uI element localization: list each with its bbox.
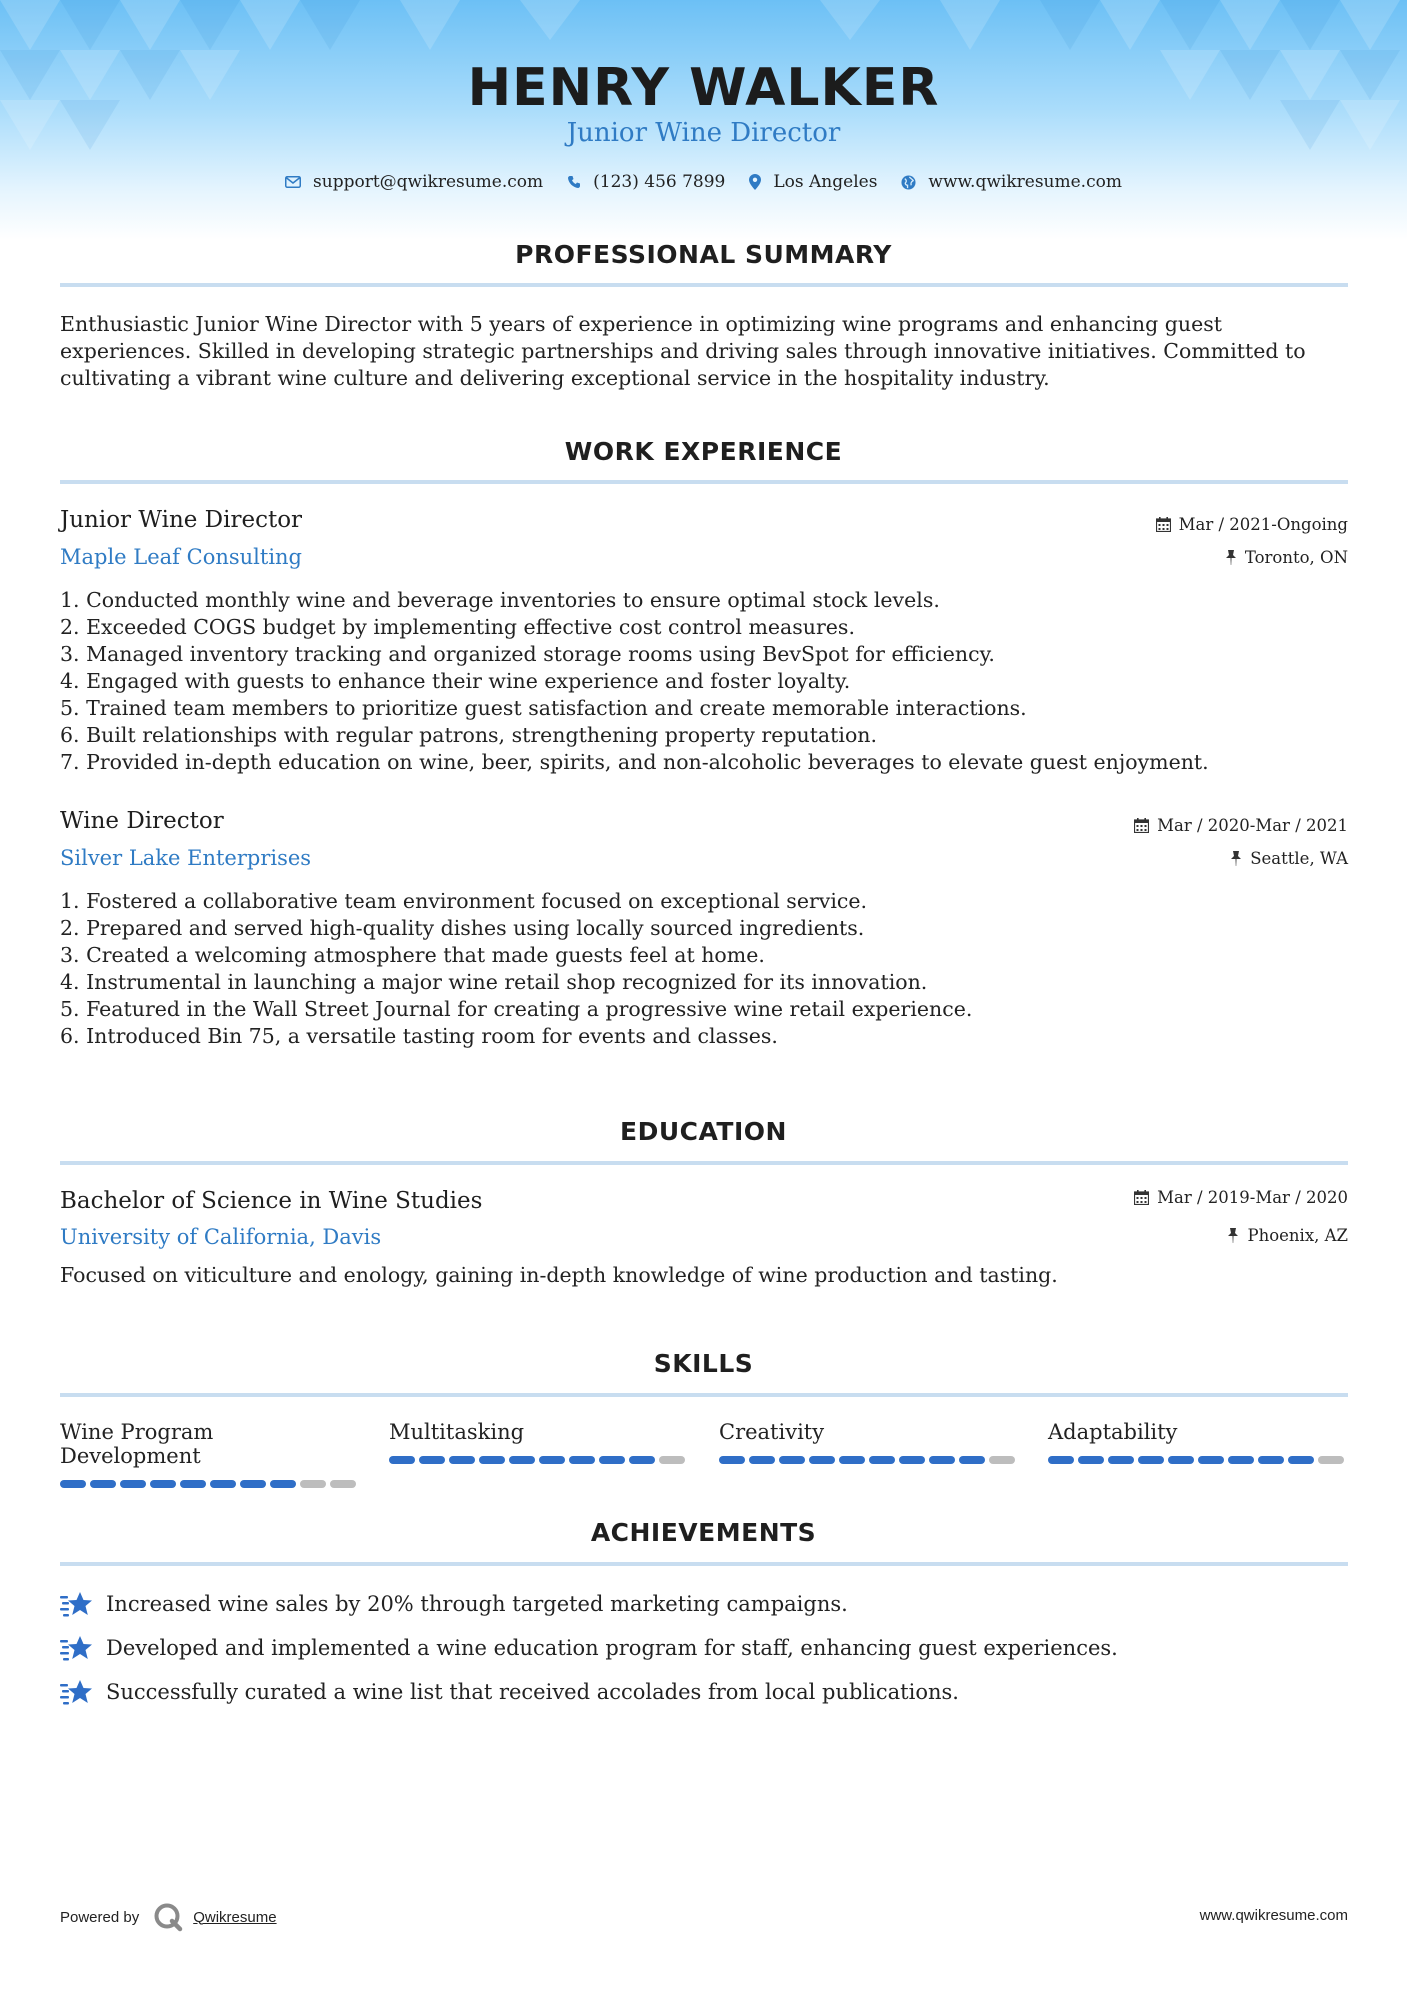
skill-item: [60, 1420, 360, 1488]
education-description: Focused on viticulture and enology, gaining in-depth knowledge of wine production and tasting.: [60, 1263, 1058, 1287]
education-heading: EDUCATION: [620, 1117, 787, 1146]
skill-segment-filled: [569, 1456, 595, 1464]
skill-segment-filled: [389, 1456, 415, 1464]
location-pin-icon: [749, 174, 761, 190]
education-degree: Bachelor of Science in Wine Studies: [60, 1188, 483, 1214]
pushpin-icon: [1230, 851, 1242, 866]
contact-website-text: www.qwikresume.com: [928, 172, 1122, 192]
footer-powered-by: [60, 1902, 277, 1932]
list-item: 3. Managed inventory tracking and organized storage rooms using BevSpot for efficiency.: [60, 642, 995, 666]
skill-segment-empty: [659, 1456, 685, 1464]
job-title: Wine Director: [60, 808, 224, 834]
job-responsibilities: [60, 888, 1350, 1050]
contact-email[interactable]: [285, 172, 543, 192]
contact-email-text: support@qwikresume.com: [313, 172, 544, 192]
summary-text: Enthusiastic Junior Wine Director with 5 years of experience in optimizing wine programs and enhancing guest experiences. Skilled in developing strategic partnerships and driving sales through innovative initiatives. Committed to cultivating a vibrant wine culture and delivering exceptional service in the hospitality industry.: [60, 312, 1306, 390]
calendar-icon: [1134, 1190, 1149, 1205]
skill-segment-filled: [719, 1456, 745, 1464]
skill-level-bar: [60, 1480, 360, 1488]
skill-name: Adaptability: [1048, 1420, 1178, 1444]
skill-segment-filled: [1048, 1456, 1074, 1464]
job-location: [1225, 548, 1348, 567]
achievement-text: Developed and implemented a wine education program for staff, enhancing guest experiences.: [106, 1636, 1118, 1660]
skill-segment-filled: [210, 1480, 236, 1488]
summary-heading: PROFESSIONAL SUMMARY: [515, 240, 892, 269]
education-school[interactable]: University of California, Davis: [60, 1225, 382, 1249]
job-dates: [1156, 515, 1348, 534]
qwikresume-logo-icon: [153, 1902, 183, 1932]
skill-segment-empty: [989, 1456, 1015, 1464]
skill-name: Wine Program Development: [60, 1420, 214, 1468]
skill-level-bar: [389, 1456, 689, 1464]
skill-segment-filled: [120, 1480, 146, 1488]
globe-icon: [901, 175, 916, 190]
contact-phone-text: (123) 456 7899: [593, 172, 726, 192]
list-item: 2. Exceeded COGS budget by implementing effective cost control measures.: [60, 615, 855, 639]
achievements-heading: ACHIEVEMENTS: [590, 1518, 817, 1547]
skill-name: Multitasking: [389, 1420, 525, 1444]
pushpin-icon: [1227, 1228, 1239, 1243]
skill-segment-filled: [809, 1456, 835, 1464]
job-company[interactable]: Maple Leaf Consulting: [60, 545, 303, 569]
achievement-text: Successfully curated a wine list that received accolades from local publications.: [106, 1680, 959, 1704]
skill-segment-filled: [539, 1456, 565, 1464]
education-location-text: Phoenix, AZ: [1247, 1226, 1348, 1245]
skill-level-bar: [1048, 1456, 1348, 1464]
skill-item: [389, 1420, 689, 1464]
skill-segment-filled: [1228, 1456, 1254, 1464]
achievement-item: [60, 1678, 959, 1706]
list-item: 7. Provided in-depth education on wine, beer, spirits, and non-alcoholic beverages to elevate guest enjoyment.: [60, 750, 1209, 774]
job-company[interactable]: Silver Lake Enterprises: [60, 846, 312, 870]
skill-segment-filled: [509, 1456, 535, 1464]
experience-divider: [60, 480, 1348, 484]
skill-segment-filled: [1288, 1456, 1314, 1464]
skill-segment-filled: [1258, 1456, 1284, 1464]
skill-segment-filled: [449, 1456, 475, 1464]
job-dates-text: Mar / 2020-Mar / 2021: [1157, 816, 1348, 835]
education-location: [1227, 1226, 1348, 1245]
calendar-icon: [1156, 517, 1171, 532]
skills-divider: [60, 1393, 1348, 1397]
education-dates-text: Mar / 2019-Mar / 2020: [1157, 1188, 1348, 1207]
achievement-item: [60, 1634, 1118, 1662]
skills-heading: SKILLS: [653, 1349, 754, 1378]
skill-segment-filled: [839, 1456, 865, 1464]
job-location: [1230, 849, 1348, 868]
footer-url[interactable]: www.qwikresume.com: [1199, 1907, 1348, 1924]
job-title: Junior Wine Director: [60, 507, 303, 533]
star-icon: [60, 1590, 94, 1618]
skill-segment-filled: [90, 1480, 116, 1488]
candidate-name: HENRY WALKER: [467, 58, 940, 118]
mail-icon: [285, 176, 301, 188]
skill-segment-filled: [629, 1456, 655, 1464]
experience-heading: WORK EXPERIENCE: [564, 437, 843, 466]
skill-segment-filled: [1168, 1456, 1194, 1464]
skill-segment-filled: [869, 1456, 895, 1464]
job-location-text: Toronto, ON: [1244, 548, 1348, 567]
skill-segment-filled: [599, 1456, 625, 1464]
powered-by-label: Powered by: [60, 1908, 140, 1926]
skill-segment-filled: [749, 1456, 775, 1464]
skill-segment-empty: [1318, 1456, 1344, 1464]
skill-segment-empty: [330, 1480, 356, 1488]
skill-segment-filled: [240, 1480, 266, 1488]
contact-location-text: Los Angeles: [773, 172, 878, 192]
phone-icon: [567, 175, 581, 189]
achievement-item: [60, 1590, 848, 1618]
education-divider: [60, 1161, 1348, 1165]
skill-item: [719, 1420, 1019, 1464]
list-item: 6. Introduced Bin 75, a versatile tasting room for events and classes.: [60, 1024, 778, 1048]
skill-segment-filled: [479, 1456, 505, 1464]
education-dates: [1134, 1188, 1348, 1207]
skill-segment-filled: [959, 1456, 985, 1464]
list-item: 6. Built relationships with regular patrons, strengthening property reputation.: [60, 723, 878, 747]
star-icon: [60, 1678, 94, 1706]
calendar-icon: [1134, 818, 1149, 833]
skill-segment-filled: [419, 1456, 445, 1464]
skill-name: Creativity: [719, 1420, 825, 1444]
list-item: 1. Fostered a collaborative team environment focused on exceptional service.: [60, 889, 868, 913]
skill-segment-filled: [929, 1456, 955, 1464]
pushpin-icon: [1225, 550, 1237, 565]
skill-item: [1048, 1420, 1348, 1464]
job-responsibilities: [60, 587, 1350, 776]
skill-segment-filled: [180, 1480, 206, 1488]
skill-segment-filled: [779, 1456, 805, 1464]
contact-location: [749, 172, 877, 192]
skill-level-bar: [719, 1456, 1019, 1464]
skill-segment-filled: [60, 1480, 86, 1488]
skill-segment-filled: [1078, 1456, 1104, 1464]
job-location-text: Seattle, WA: [1250, 849, 1348, 868]
skill-segment-filled: [270, 1480, 296, 1488]
skill-segment-filled: [1198, 1456, 1224, 1464]
skill-segment-filled: [1138, 1456, 1164, 1464]
skill-segment-empty: [300, 1480, 326, 1488]
job-dates: [1134, 816, 1348, 835]
list-item: 4. Instrumental in launching a major wine retail shop recognized for its innovation.: [60, 970, 928, 994]
contact-phone[interactable]: [567, 172, 725, 192]
job-dates-text: Mar / 2021-Ongoing: [1178, 515, 1348, 534]
contact-website[interactable]: [901, 172, 1122, 192]
list-item: 5. Featured in the Wall Street Journal for creating a progressive wine retail experience.: [60, 997, 973, 1021]
skill-segment-filled: [899, 1456, 925, 1464]
achievement-text: Increased wine sales by 20% through targeted marketing campaigns.: [106, 1592, 848, 1616]
list-item: 2. Prepared and served high-quality dishes using locally sourced ingredients.: [60, 916, 865, 940]
qwikresume-link[interactable]: Qwikresume: [193, 1908, 277, 1926]
star-icon: [60, 1634, 94, 1662]
list-item: 3. Created a welcoming atmosphere that made guests feel at home.: [60, 943, 765, 967]
list-item: 1. Conducted monthly wine and beverage inventories to ensure optimal stock levels.: [60, 588, 940, 612]
list-item: 4. Engaged with guests to enhance their wine experience and foster loyalty.: [60, 669, 851, 693]
contact-bar: [0, 172, 1407, 192]
candidate-title: Junior Wine Director: [566, 118, 841, 148]
list-item: 5. Trained team members to prioritize guest satisfaction and create memorable interactions.: [60, 696, 1027, 720]
skill-segment-filled: [1108, 1456, 1134, 1464]
summary-divider: [60, 283, 1348, 287]
achievements-divider: [60, 1562, 1348, 1566]
skill-segment-filled: [150, 1480, 176, 1488]
